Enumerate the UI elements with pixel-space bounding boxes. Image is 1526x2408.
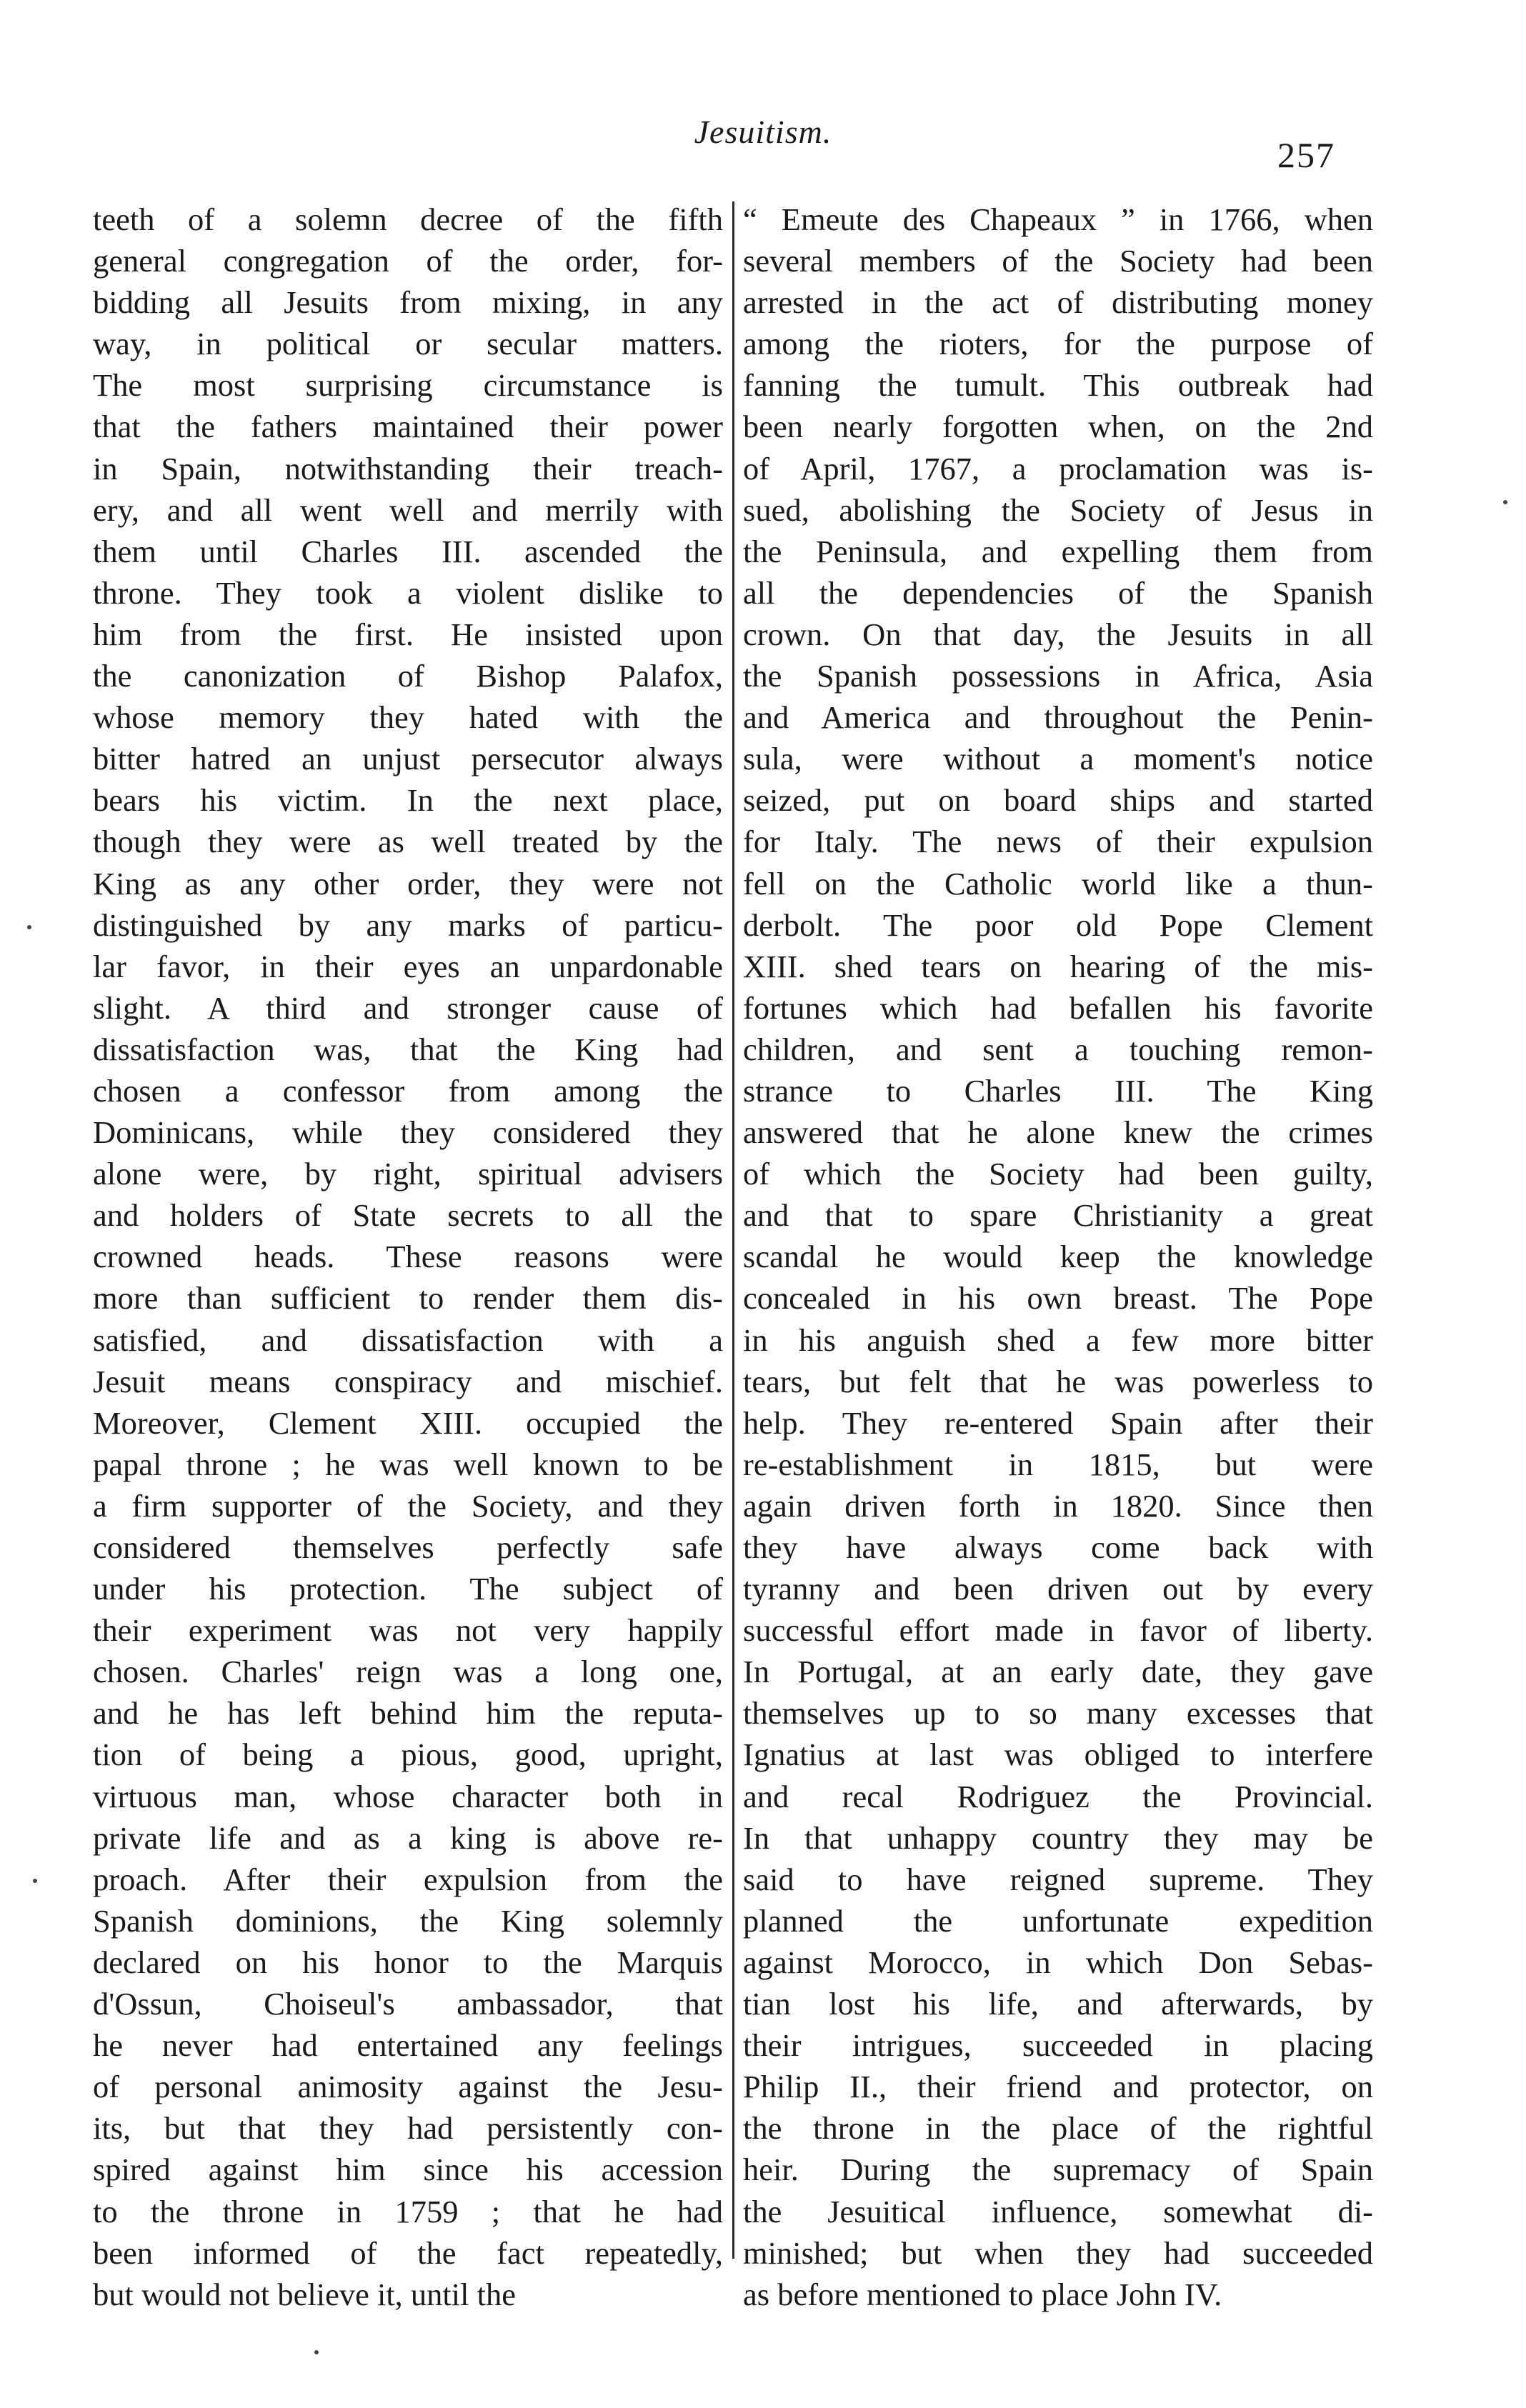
text-line: scandal he would keep the knowledge — [743, 1239, 1373, 1275]
text-line: of personal animosity against the Jesu- — [93, 2069, 723, 2105]
text-line: slight. A third and stronger cause of — [93, 989, 723, 1026]
text-line: tears, but felt that he was powerless to — [743, 1363, 1373, 1399]
text-line: general congregation of the order, for- — [93, 243, 723, 279]
text-line: lar favor, in their eyes an unpardonable — [93, 948, 723, 984]
text-line: King as any other order, they were not — [93, 865, 723, 901]
text-line: arrested in the act of distributing money — [743, 284, 1373, 321]
text-line: all the dependencies of the Spanish — [743, 574, 1373, 611]
text-line: he never had entertained any feelings — [93, 2027, 723, 2064]
text-line: dissatisfaction was, that the King had — [93, 1031, 723, 1067]
text-line: their intrigues, succeeded in placing — [743, 2027, 1373, 2064]
text-line: Dominicans, while they considered they — [93, 1114, 723, 1151]
scan-speck — [33, 1879, 37, 1883]
column-divider — [732, 201, 734, 2259]
text-line: alone were, by right, spiritual advisers — [93, 1156, 723, 1192]
text-line: under his protection. The subject of — [93, 1571, 723, 1607]
text-line: and recal Rodriguez the Provincial. — [743, 1778, 1373, 1814]
text-line: papal throne ; he was well known to be — [93, 1446, 723, 1482]
text-line: derbolt. The poor old Pope Clement — [743, 906, 1373, 943]
text-line: seized, put on board ships and started — [743, 782, 1373, 819]
text-line: fanning the tumult. This outbreak had — [743, 367, 1373, 404]
text-line: again driven forth in 1820. Since then — [743, 1487, 1373, 1524]
text-line: answered that he alone knew the crimes — [743, 1114, 1373, 1151]
text-line: to the throne in 1759 ; that he had — [93, 2193, 723, 2229]
text-line: re-establishment in 1815, but were — [743, 1446, 1373, 1482]
text-line: though they were as well treated by the — [93, 824, 723, 860]
text-line: distinguished by any marks of particu- — [93, 906, 723, 943]
text-line: said to have reigned supreme. They — [743, 1861, 1373, 1897]
scan-speck — [1503, 500, 1507, 504]
text-line: been informed of the fact repeatedly, — [93, 2234, 723, 2271]
text-line: proach. After their expulsion from the — [93, 1861, 723, 1897]
text-line: d'Ossun, Choiseul's ambassador, that — [93, 1986, 723, 2022]
text-line: Spanish dominions, the King solemnly — [93, 1902, 723, 1939]
text-line: Jesuit means conspiracy and mischief. — [93, 1363, 723, 1399]
text-line: minished; but when they had succeeded — [743, 2234, 1373, 2271]
text-line: spired against him since his accession — [93, 2152, 723, 2188]
text-line: bears his victim. In the next place, — [93, 782, 723, 819]
text-line: that the fathers maintained their power — [93, 409, 723, 445]
text-line: help. They re-entered Spain after their — [743, 1404, 1373, 1441]
text-line: the throne in the place of the rightful — [743, 2110, 1373, 2147]
text-line: fell on the Catholic world like a thun- — [743, 865, 1373, 901]
text-line: Philip II., their friend and protector, on — [743, 2069, 1373, 2105]
text-line: of April, 1767, a proclamation was is- — [743, 450, 1373, 486]
text-line: for Italy. The news of their expulsion — [743, 824, 1373, 860]
text-line: whose memory they hated with the — [93, 699, 723, 736]
text-line: its, but that they had persistently con- — [93, 2110, 723, 2147]
text-line: crown. On that day, the Jesuits in all — [743, 616, 1373, 652]
text-line: more than sufficient to render them dis- — [93, 1280, 723, 1317]
text-line: “ Emeute des Chapeaux ” in 1766, when — [743, 201, 1373, 237]
text-line: Moreover, Clement XIII. occupied the — [93, 1404, 723, 1441]
text-line: fortunes which had befallen his favorite — [743, 989, 1373, 1026]
right-column — [743, 199, 1373, 2315]
text-line: chosen a confessor from among the — [93, 1072, 723, 1109]
running-head — [0, 113, 1526, 175]
text-line: sula, were without a moment's notice — [743, 741, 1373, 777]
text-line: concealed in his own breast. The Pope — [743, 1280, 1373, 1317]
text-line: themselves up to so many excesses that — [743, 1695, 1373, 1732]
text-line: bidding all Jesuits from mixing, in any — [93, 284, 723, 321]
text-line: satisfied, and dissatisfaction with a — [93, 1322, 723, 1358]
text-line: teeth of a solemn decree of the fifth — [93, 201, 723, 237]
text-line: and America and throughout the Penin- — [743, 699, 1373, 736]
text-line: sued, abolishing the Society of Jesus in — [743, 491, 1373, 528]
text-line: bitter hatred an unjust persecutor always — [93, 741, 723, 777]
text-line: in his anguish shed a few more bitter — [743, 1322, 1373, 1358]
left-column — [93, 199, 723, 2315]
text-line: but would not believe it, until the — [93, 2276, 517, 2312]
text-line: declared on his honor to the Marquis — [93, 1944, 723, 1980]
text-line: the Jesuitical influence, somewhat di- — [743, 2193, 1373, 2229]
text-line: children, and sent a touching remon- — [743, 1031, 1373, 1067]
text-line: Ignatius at last was obliged to interfere — [743, 1737, 1373, 1773]
text-line: XIII. shed tears on hearing of the mis- — [743, 948, 1373, 984]
text-line: virtuous man, whose character both in — [93, 1778, 723, 1814]
text-line: tian lost his life, and afterwards, by — [743, 1986, 1373, 2022]
text-line: chosen. Charles' reign was a long one, — [93, 1654, 723, 1690]
text-line: in Spain, notwithstanding their treach- — [93, 450, 723, 486]
text-line: and holders of State secrets to all the — [93, 1197, 723, 1234]
text-line: crowned heads. These reasons were — [93, 1239, 723, 1275]
text-line: among the rioters, for the purpose of — [743, 326, 1373, 362]
text-line: the canonization of Bishop Palafox, — [93, 658, 723, 694]
scan-speck — [27, 925, 31, 929]
text-line: successful effort made in favor of liberty. — [743, 1612, 1373, 1649]
text-line: tion of being a pious, good, upright, — [93, 1737, 723, 1773]
text-line: against Morocco, in which Don Sebas- — [743, 1944, 1373, 1980]
text-line: In that unhappy country they may be — [743, 1819, 1373, 1856]
text-line: the Peninsula, and expelling them from — [743, 533, 1373, 569]
text-line: and that to spare Christianity a great — [743, 1197, 1373, 1234]
text-line: The most surprising circumstance is — [93, 367, 723, 404]
text-line: ery, and all went well and merrily with — [93, 491, 723, 528]
text-line: heir. During the supremacy of Spain — [743, 2152, 1373, 2188]
text-line: private life and as a king is above re- — [93, 1819, 723, 1856]
text-line: the Spanish possessions in Africa, Asia — [743, 658, 1373, 694]
text-line: they have always come back with — [743, 1529, 1373, 1565]
text-line: throne. They took a violent dislike to — [93, 574, 723, 611]
text-line: several members of the Society had been — [743, 243, 1373, 279]
text-line: them until Charles III. ascended the — [93, 533, 723, 569]
text-line: strance to Charles III. The King — [743, 1072, 1373, 1109]
text-line: their experiment was not very happily — [93, 1612, 723, 1649]
text-line: and he has left behind him the reputa- — [93, 1695, 723, 1732]
text-line: as before mentioned to place John IV. — [743, 2276, 1222, 2312]
scan-speck — [314, 2350, 319, 2354]
running-title: Jesuitism. — [694, 114, 832, 150]
text-line: planned the unfortunate expedition — [743, 1902, 1373, 1939]
text-line: In Portugal, at an early date, they gave — [743, 1654, 1373, 1690]
text-line: a firm supporter of the Society, and they — [93, 1487, 723, 1524]
text-line: way, in political or secular matters. — [93, 326, 723, 362]
text-line: him from the first. He insisted upon — [93, 616, 723, 652]
text-line: been nearly forgotten when, on the 2nd — [743, 409, 1373, 445]
text-line: considered themselves perfectly safe — [93, 1529, 723, 1565]
text-line: of which the Society had been guilty, — [743, 1156, 1373, 1192]
page-number: 257 — [1277, 135, 1335, 175]
text-line: tyranny and been driven out by every — [743, 1571, 1373, 1607]
